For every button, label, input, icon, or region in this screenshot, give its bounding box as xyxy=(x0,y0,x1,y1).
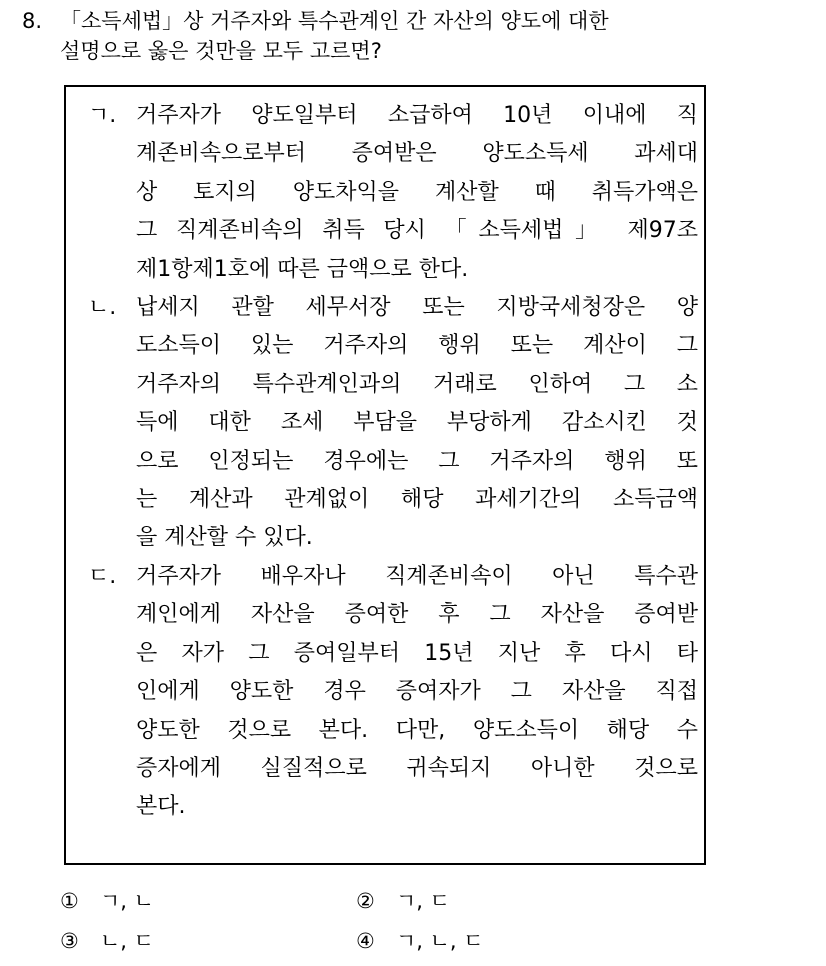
statement-c xyxy=(88,558,698,827)
statement-line: 납세지 관할 세무서장 또는 지방국세청장은 양 xyxy=(136,295,698,321)
statement-text xyxy=(136,97,698,289)
statement-text xyxy=(136,558,698,827)
option-number: ① xyxy=(60,889,79,913)
statement-line: 거주자의 특수관계인과의 거래로 인하여 그 소 xyxy=(136,371,698,397)
statement-marker: ㄴ. xyxy=(88,295,117,321)
statement-line: 증자에게 실질적으로 귀속되지 아니한 것으로 xyxy=(136,755,698,781)
statement-line: 제1항제1호에 따른 금액으로 한다. xyxy=(136,256,469,282)
options-row xyxy=(60,926,760,966)
option-2[interactable] xyxy=(356,886,652,926)
option-3[interactable] xyxy=(60,926,356,966)
answer-options xyxy=(60,886,760,966)
option-4[interactable] xyxy=(356,926,652,966)
question-line xyxy=(22,6,802,36)
statement-line: 도소득이 있는 거주자의 행위 또는 계산이 그 xyxy=(136,333,698,359)
question-text-line-1: 「소득세법」상 거주자와 특수관계인 간 자산의 양도에 대한 xyxy=(60,9,609,33)
statement-line: 상 토지의 양도차익을 계산할 때 취득가액은 xyxy=(136,179,698,205)
statement-line: 거주자가 양도일부터 소급하여 10년 이내에 직 xyxy=(136,103,698,128)
statements-box xyxy=(64,85,706,865)
statement-line: 거주자가 배우자나 직계존비속이 아닌 특수관 xyxy=(136,563,698,589)
statement-line: 본다. xyxy=(136,794,186,820)
question-stem xyxy=(22,6,802,66)
statement-line: 계존비속으로부터 증여받은 양도소득세 과세대 xyxy=(136,141,698,167)
statement-line: 계인에게 자산을 증여한 후 그 자산을 증여받 xyxy=(136,602,698,628)
option-text: ㄱ, ㄴ, ㄷ xyxy=(396,929,484,953)
option-number: ④ xyxy=(356,929,375,953)
statement-line: 그 직계존비속의 취득 당시 「소득세법」 제97조 xyxy=(136,218,698,244)
statement-line: 인에게 양도한 경우 증여자가 그 자산을 직접 xyxy=(136,679,698,705)
option-number: ② xyxy=(356,889,375,913)
option-text: ㄴ, ㄷ xyxy=(100,929,154,953)
question-text-line-2: 설명으로 옳은 것만을 모두 고르면? xyxy=(60,39,382,63)
options-row xyxy=(60,886,760,926)
statement-line: 는 계산과 관계없이 해당 과세기간의 소득금액 xyxy=(136,487,698,513)
statement-line: 득에 대한 조세 부담을 부당하게 감소시킨 것 xyxy=(136,410,698,436)
option-number: ③ xyxy=(60,929,79,953)
question-number: 8. xyxy=(22,9,43,33)
statement-line: 을 계산할 수 있다. xyxy=(136,525,313,551)
statement-text xyxy=(136,289,698,558)
statement-line: 은 자가 그 증여일부터 15년 지난 후 다시 타 xyxy=(136,640,698,666)
option-text: ㄱ, ㄴ xyxy=(100,889,154,913)
statement-line: 양도한 것으로 본다. 다만, 양도소득이 해당 수 xyxy=(136,717,698,743)
statement-line: 으로 인정되는 경우에는 그 거주자의 행위 또 xyxy=(136,448,698,474)
statement-list xyxy=(88,97,698,827)
statement-marker: ㄱ. xyxy=(88,103,117,128)
statement-marker: ㄷ. xyxy=(88,563,117,589)
option-1[interactable] xyxy=(60,886,356,926)
statement-b xyxy=(88,289,698,558)
option-text: ㄱ, ㄷ xyxy=(396,889,450,913)
statement-a xyxy=(88,97,698,289)
